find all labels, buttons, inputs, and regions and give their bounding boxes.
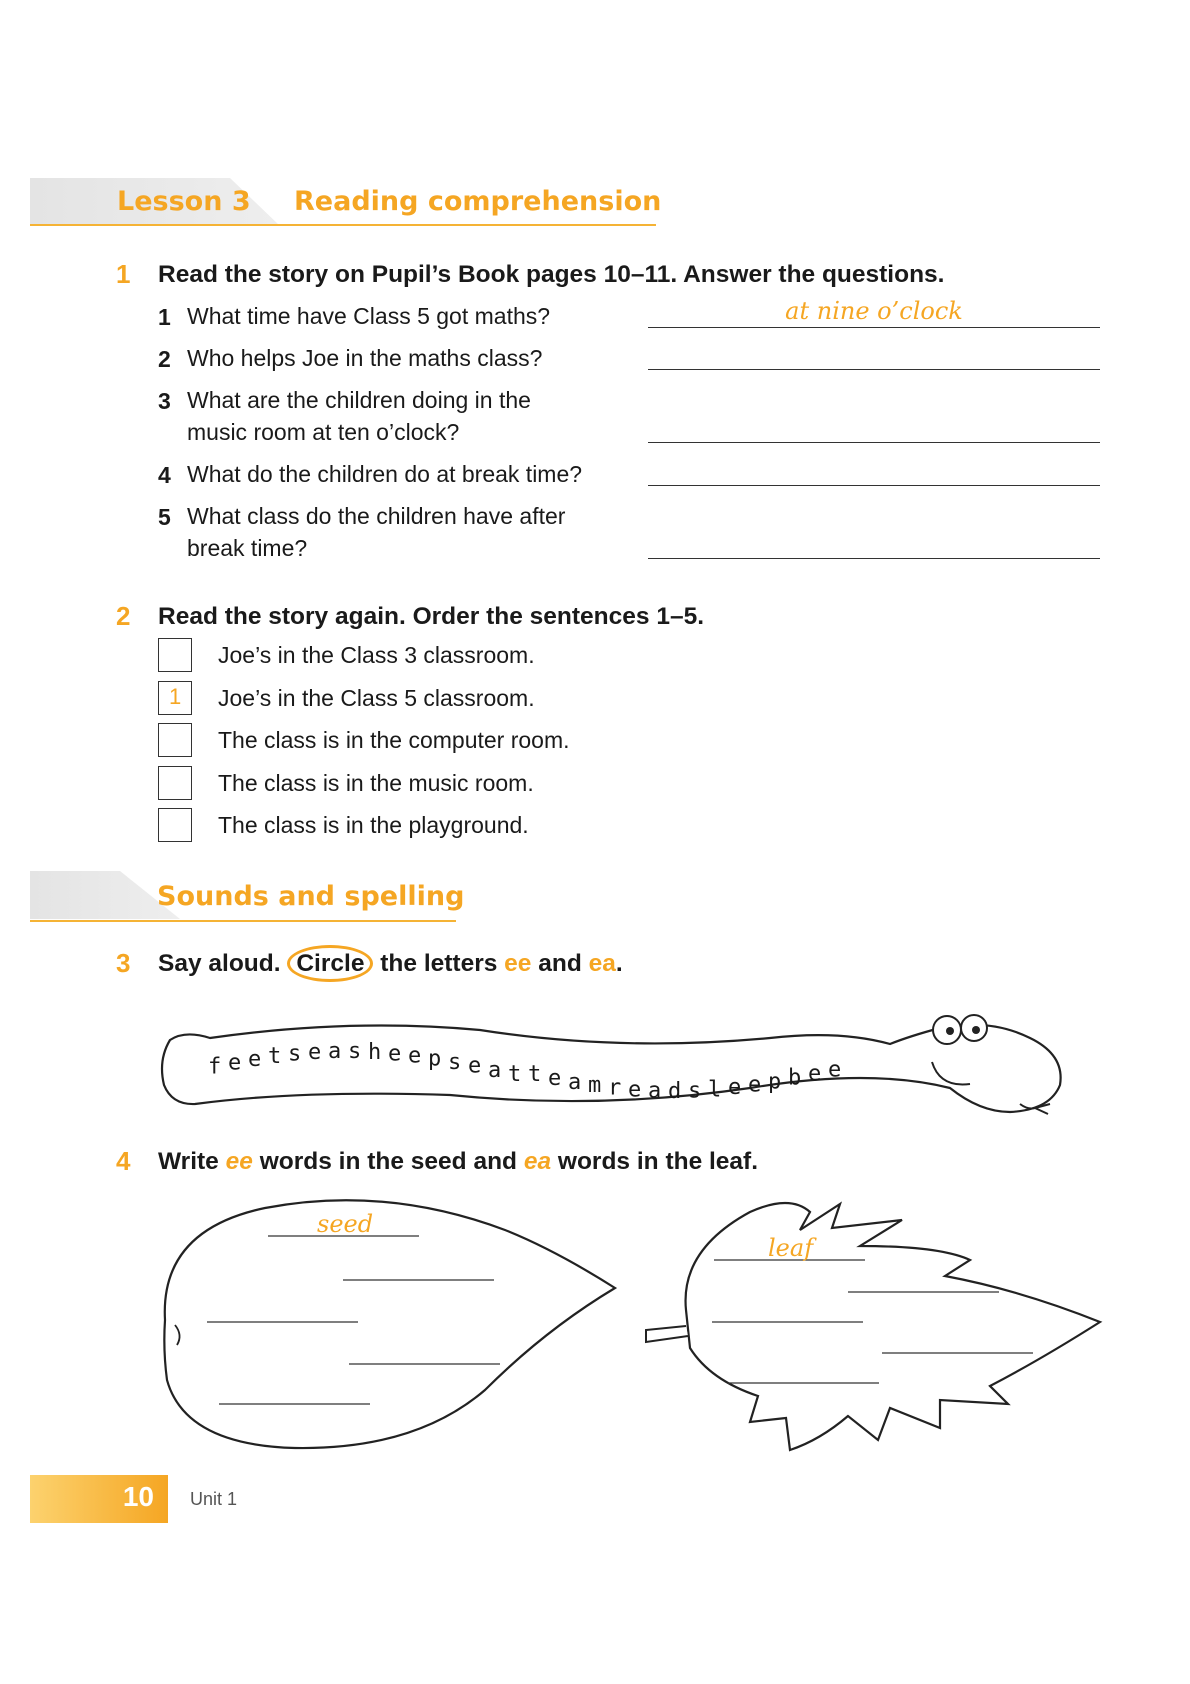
question-line: What time have Class 5 got maths? <box>187 303 551 329</box>
snake-letter[interactable]: s <box>688 1078 705 1104</box>
question-line: What class do the children have after <box>187 503 566 529</box>
order-sentence: The class is in the playground. <box>218 812 529 838</box>
page-number-tab <box>30 1475 168 1523</box>
snake-letter[interactable]: a <box>328 1039 345 1065</box>
snake-letter[interactable]: e <box>388 1041 405 1067</box>
snake-letter[interactable]: e <box>248 1047 265 1073</box>
exercise-2-number: 2 <box>116 601 131 631</box>
ex4-ea: ea <box>523 1148 552 1175</box>
snake-letter[interactable]: r <box>608 1075 625 1101</box>
snake-letter[interactable]: t <box>508 1062 525 1087</box>
order-box-value: 1 <box>169 683 182 709</box>
question-line: What do the children do at break time? <box>187 461 583 487</box>
order-sentence: Joe’s in the Class 5 classroom. <box>218 684 535 711</box>
snake-letter[interactable]: e <box>468 1053 485 1079</box>
ee-letters: ee <box>504 950 532 977</box>
snake-letter[interactable]: e <box>748 1072 765 1098</box>
ex4-ee: ee <box>225 1148 253 1175</box>
section-header-rule <box>30 920 456 922</box>
snake-letter[interactable]: a <box>568 1069 585 1095</box>
page-number: 10 <box>122 1481 154 1512</box>
ex3-say-aloud: Say aloud. <box>158 950 281 977</box>
order-box[interactable] <box>158 681 192 715</box>
ex4-seed-part: words in the seed and <box>259 1148 518 1175</box>
exercise-4-number: 4 <box>116 1146 131 1176</box>
snake-letter[interactable]: a <box>488 1057 505 1083</box>
snake-letter[interactable]: d <box>668 1079 685 1104</box>
answer-line[interactable] <box>648 327 1100 328</box>
snake-letter[interactable]: e <box>308 1040 325 1065</box>
exercise-2-instruction: Read the story again. Order the sentences 1–5. <box>158 603 705 630</box>
snake-illustration <box>150 1000 1070 1130</box>
leaf-illustration <box>640 1190 1110 1460</box>
snake-letter[interactable]: t <box>268 1044 285 1070</box>
order-box[interactable] <box>158 808 192 842</box>
question-number: 4 <box>158 462 171 488</box>
question-number: 1 <box>158 304 171 330</box>
answer-line[interactable] <box>648 442 1100 443</box>
leaf-outline <box>686 1203 1100 1450</box>
ex3-period: . <box>615 950 623 977</box>
lesson-label: Lesson 3 <box>117 186 251 217</box>
order-box[interactable] <box>158 723 192 757</box>
question-line: Who helps Joe in the maths class? <box>187 345 543 371</box>
snake-letter[interactable]: a <box>648 1078 665 1104</box>
exercise-4-instruction <box>158 1148 758 1176</box>
snake-letter[interactable]: p <box>768 1069 785 1095</box>
exercise-1-instruction: Read the story on Pupil’s Book pages 10–11. Answer the questions. <box>158 261 945 288</box>
snake-letter[interactable]: s <box>448 1049 465 1075</box>
question-line: music room at ten o’clock? <box>187 419 460 445</box>
snake-letter[interactable]: t <box>528 1062 545 1088</box>
ex3-and: and <box>538 950 582 977</box>
answer-line[interactable] <box>648 369 1100 370</box>
snake-letter[interactable]: e <box>228 1050 245 1076</box>
ex4-leaf-part: words in the leaf. <box>557 1148 759 1175</box>
question-number: 2 <box>158 346 171 372</box>
ex4-write: Write <box>158 1148 219 1175</box>
snake-letter[interactable]: f <box>208 1054 225 1080</box>
exercise-1-number: 1 <box>116 259 131 289</box>
leaf-label: leaf <box>768 1234 814 1262</box>
answer-line[interactable] <box>648 558 1100 559</box>
ea-letters: ea <box>588 950 616 977</box>
circled-word: Circle <box>287 945 373 982</box>
order-sentence: The class is in the music room. <box>218 769 534 796</box>
question-text <box>187 384 531 448</box>
question-text <box>187 458 582 490</box>
lesson-title: Reading comprehension <box>294 186 662 217</box>
question-text <box>187 500 565 564</box>
exercise-3-number: 3 <box>116 948 131 978</box>
seed-outline <box>164 1200 615 1448</box>
section-title: Sounds and spelling <box>157 881 465 912</box>
snake-letter[interactable]: b <box>788 1065 805 1091</box>
snake-letter[interactable]: h <box>368 1039 385 1065</box>
question-number: 3 <box>158 388 171 414</box>
unit-label: Unit 1 <box>190 1489 238 1509</box>
snake-letter[interactable]: e <box>808 1061 825 1087</box>
question-text <box>187 300 550 332</box>
leaf-stem <box>646 1326 688 1342</box>
ex3-the-letters: the letters <box>380 950 498 977</box>
snake-letter[interactable]: e <box>408 1043 425 1069</box>
question-text <box>187 342 542 374</box>
snake-letter[interactable]: e <box>548 1066 565 1092</box>
question-number: 5 <box>158 504 171 530</box>
snake-letter[interactable]: l <box>708 1077 725 1103</box>
order-sentence: Joe’s in the Class 3 classroom. <box>218 642 535 668</box>
question-line: What are the children doing in the <box>187 387 531 413</box>
snake-letter[interactable]: e <box>628 1077 645 1103</box>
order-sentence: The class is in the computer room. <box>218 727 570 753</box>
snake-letter[interactable]: p <box>428 1046 445 1072</box>
snake-letter[interactable]: e <box>728 1075 745 1101</box>
snake-letter[interactable]: m <box>588 1073 605 1098</box>
lesson-header-rule <box>30 224 656 226</box>
snake-letter[interactable]: e <box>828 1057 845 1083</box>
order-box[interactable] <box>158 638 192 672</box>
seed-illustration <box>155 1190 625 1460</box>
snake-letter[interactable]: s <box>348 1039 365 1065</box>
snake-letter[interactable]: s <box>288 1041 305 1067</box>
exercise-3-instruction <box>158 950 623 978</box>
answer-line[interactable] <box>648 485 1100 486</box>
question-line: break time? <box>187 535 308 561</box>
order-box[interactable] <box>158 766 192 800</box>
answer-text: at nine o’clock <box>785 297 963 325</box>
seed-label: seed <box>317 1210 374 1238</box>
